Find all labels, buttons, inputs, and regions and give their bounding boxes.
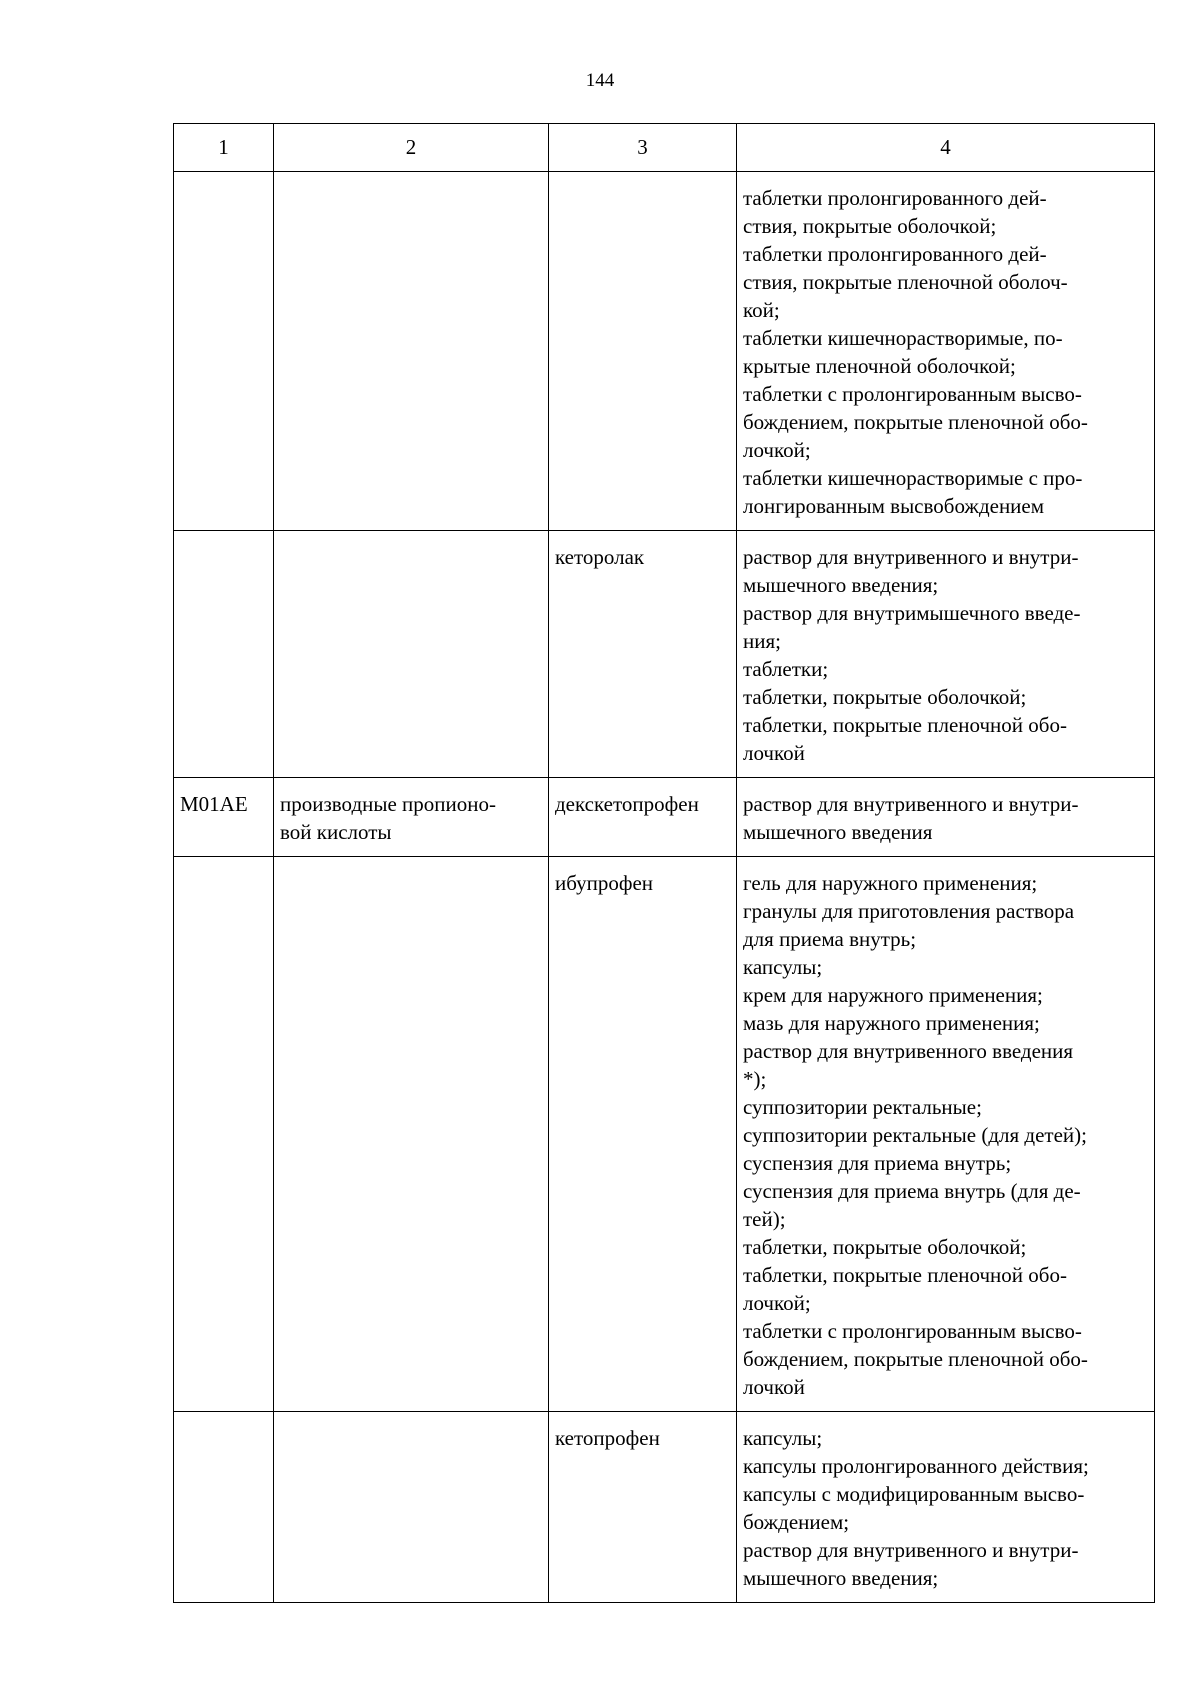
dosage-forms-cell: гель для наружного применения; гранулы для приготовления раствора для приема внутрь; капсулы; крем для наружного применения; мазь для наружного применения; раствор для внутривенного введения *); суппозитории ректальные; суппозитории ректальные (для детей); суспензия для приема внутрь; суспензия для приема внутрь (для де- тей); таблетки, покрытые оболочкой; таблетки, покрытые пленочной обо- лочкой; таблетки с пролонгированным высво- бождением, покрытые пленочной обо- лочкой xyxy=(737,857,1155,1412)
group-cell: производные пропионо- вой кислоты xyxy=(274,778,549,857)
drug-cell: ибупрофен xyxy=(549,857,737,1412)
header-col-3: 3 xyxy=(549,124,737,172)
header-col-4: 4 xyxy=(737,124,1155,172)
dosage-forms-cell: таблетки пролонгированного дей- ствия, покрытые оболочкой; таблетки пролонгированного дей- ствия, покрытые пленочной оболоч- кой; таблетки кишечнорастворимые, по- крытые пленочной оболочкой; таблетки с пролонгированным высво- бождением, покрытые пленочной обо- лочкой; таблетки кишечнорастворимые с про- лонгированным высвобождением xyxy=(737,172,1155,531)
table-row xyxy=(174,172,1155,531)
drug-cell: декскетопрофен xyxy=(549,778,737,857)
drug-cell xyxy=(549,172,737,531)
table-header-row xyxy=(174,124,1155,172)
group-cell xyxy=(274,857,549,1412)
atc-code-cell xyxy=(174,857,274,1412)
table-row xyxy=(174,1412,1155,1603)
dosage-forms-cell: раствор для внутривенного и внутри- мышечного введения; раствор для внутримышечного введе- ния; таблетки; таблетки, покрытые оболочкой; таблетки, покрытые пленочной обо- лочкой xyxy=(737,531,1155,778)
header-col-2: 2 xyxy=(274,124,549,172)
atc-code-cell xyxy=(174,531,274,778)
drug-cell: кеторолак xyxy=(549,531,737,778)
dosage-forms-cell: капсулы; капсулы пролонгированного действия; капсулы с модифицированным высво- бождением; раствор для внутривенного и внутри- мышечного введения; xyxy=(737,1412,1155,1603)
atc-code-cell xyxy=(174,1412,274,1603)
page-number: 144 xyxy=(585,70,615,91)
group-cell xyxy=(274,531,549,778)
group-cell xyxy=(274,1412,549,1603)
atc-code-cell: M01AE xyxy=(174,778,274,857)
dosage-forms-cell: раствор для внутривенного и внутри- мышечного введения xyxy=(737,778,1155,857)
table-row xyxy=(174,857,1155,1412)
table-row xyxy=(174,531,1155,778)
group-cell xyxy=(274,172,549,531)
drug-table xyxy=(173,123,1155,1603)
table-row xyxy=(174,778,1155,857)
atc-code-cell xyxy=(174,172,274,531)
drug-cell: кетопрофен xyxy=(549,1412,737,1603)
header-col-1: 1 xyxy=(174,124,274,172)
